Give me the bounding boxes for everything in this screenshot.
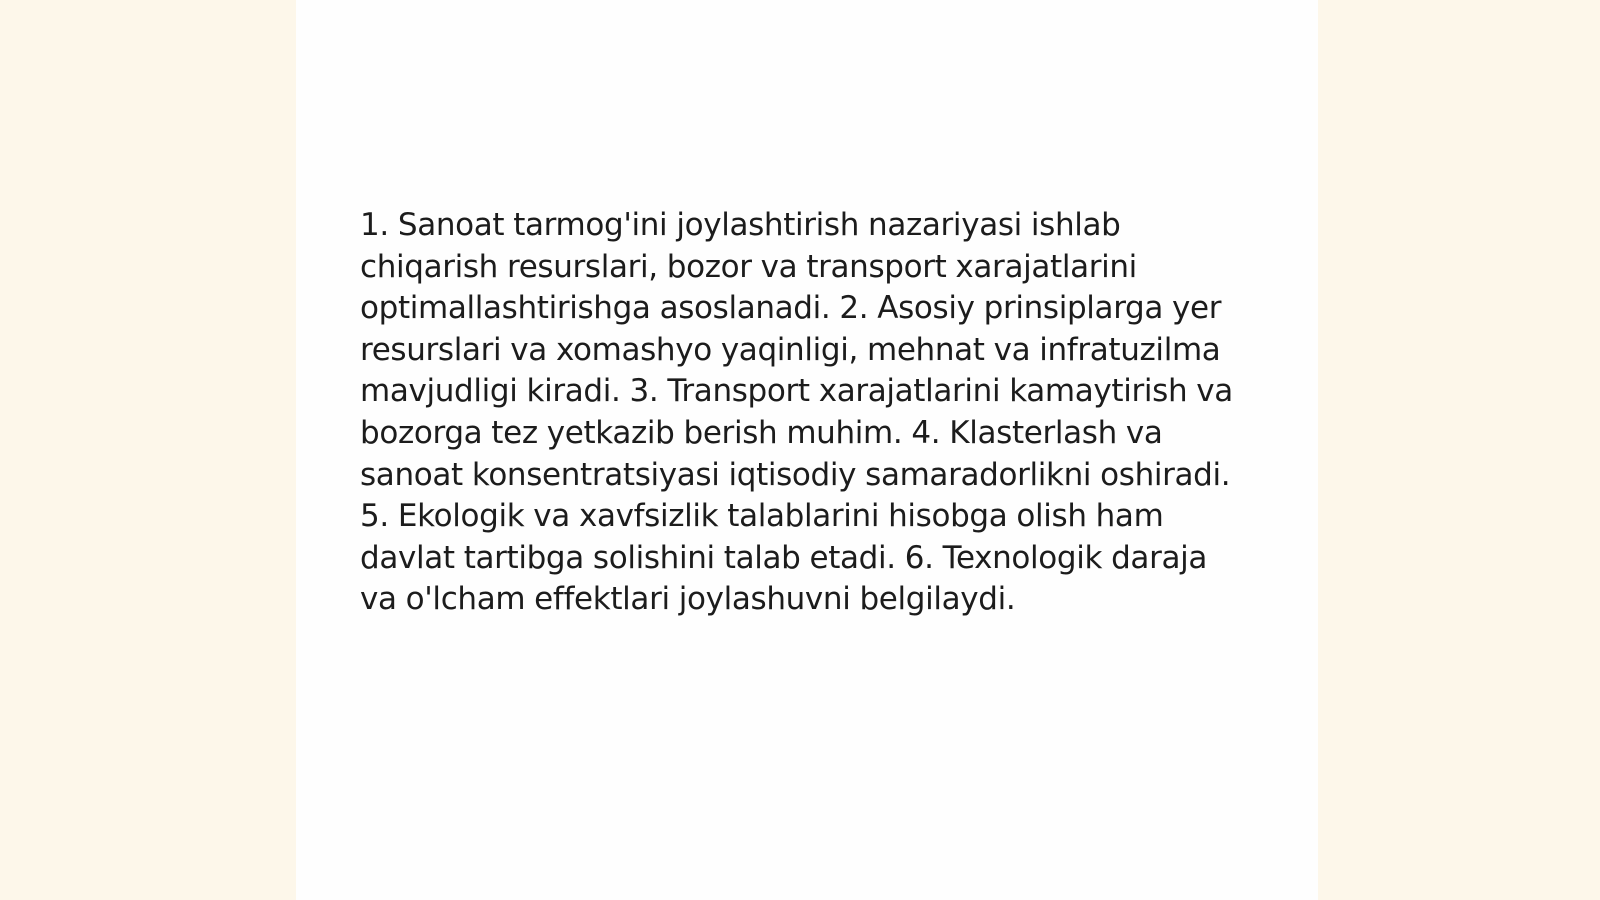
left-margin-panel — [0, 0, 296, 900]
slide-canvas — [296, 0, 1318, 900]
right-margin-panel — [1318, 0, 1600, 900]
slide-body-text: 1. Sanoat tarmog'ini joylashtirish nazariyasi ishlab chiqarish resurslari, bozor va transport xarajatlarini optimallashtirishga asoslanadi. 2. Asosiy prinsiplarga yer resurslari va xomashyo yaqinligi, mehnat va infratuzilma mavjudligi kiradi. 3. Transport xarajatlarini kamaytirish va bozorga tez yetkazib berish muhim. 4. Klasterlash va sanoat konsentratsiyasi iqtisodiy samaradorlikni oshiradi. 5. Ekologik va xavfsizlik talablarini hisobga olish ham davlat tartibga solishini talab etadi. 6. Texnologik daraja va o'lcham effektlari joylashuvni belgilaydi. — [360, 207, 1233, 618]
